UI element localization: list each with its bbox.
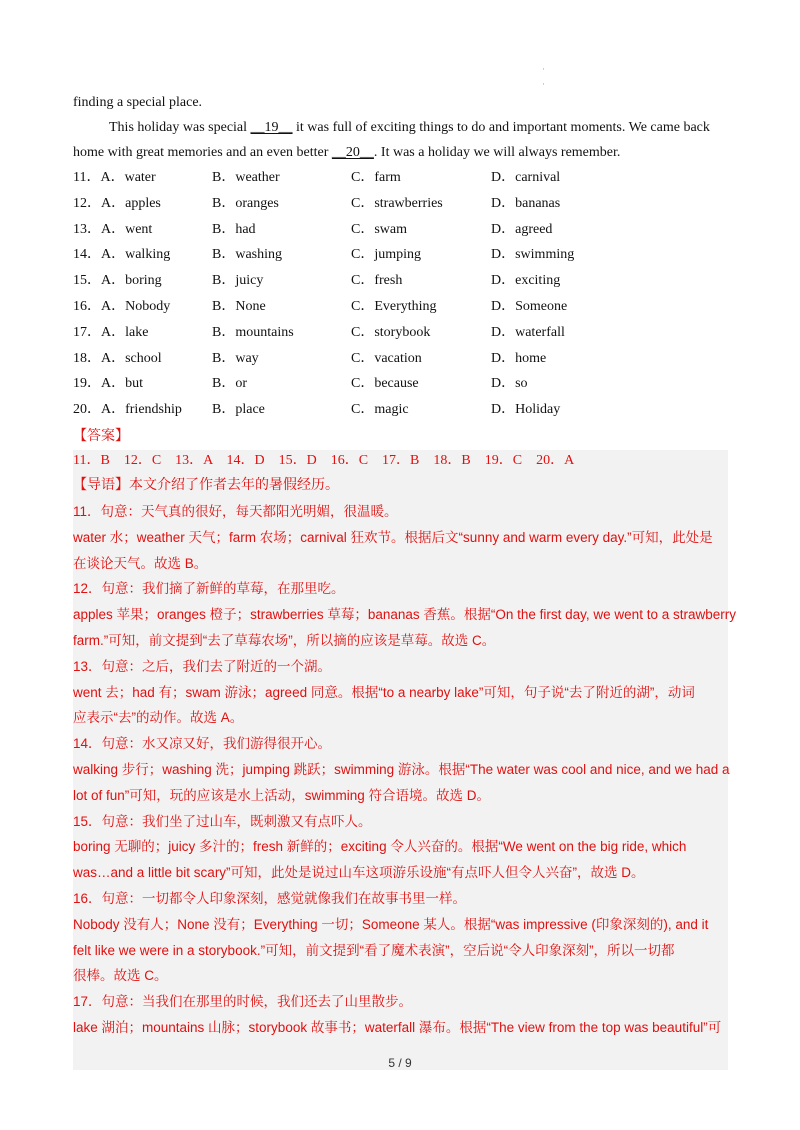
option-choice: 16．A．Nobody xyxy=(73,299,171,314)
option-choice: B．way xyxy=(212,350,259,366)
option-choice: D．Holiday xyxy=(491,402,561,418)
passage-line: This holiday was special __19__ it was full of exciting things to do and important moments. We came back xyxy=(109,120,710,135)
scan-marks: · · xyxy=(542,64,545,89)
explanation-line: 16．句意：一切都令人印象深刻，感觉就像我们在故事书里一样。 xyxy=(73,891,467,906)
option-choice: D．agreed xyxy=(491,221,553,237)
option-choice: D．exciting xyxy=(491,273,561,289)
explanation-line: boring 无聊的；juicy 多汁的；fresh 新鲜的；exciting 令人兴奋的。根据“We went on the big ride, which xyxy=(73,839,687,855)
option-choice: C．fresh xyxy=(351,273,403,289)
option-choice: D．waterfall xyxy=(491,324,565,340)
explanation-line: 11．句意：天气真的很好，每天都阳光明媚，很温暖。 xyxy=(73,504,398,519)
explanation-line: farm.”可知，前文提到“去了草莓农场”，所以摘的应该是草莓。故选 C。 xyxy=(73,633,496,648)
explanation-line: apples 苹果；oranges 橙子；strawberries 草莓；bananas 香蕉。根据“On the first day, we went to a strawberry xyxy=(73,607,736,623)
option-choice: C．magic xyxy=(351,402,409,418)
option-choice: B．juicy xyxy=(212,273,264,289)
option-choice: 14．A．walking xyxy=(73,247,171,263)
explanation-line: 14．句意：水又凉又好，我们游得很开心。 xyxy=(73,736,332,752)
option-choice: 19．A．but xyxy=(73,376,143,392)
option-row xyxy=(73,168,733,188)
option-choice: C．storybook xyxy=(351,324,431,340)
explanation-line: lake 湖泊；mountains 山脉；storybook 故事书；waterfall 瀑布。根据“The view from the top was beautiful”可 xyxy=(73,1020,722,1035)
option-row xyxy=(73,349,733,369)
option-row xyxy=(73,374,733,394)
passage-line: home with great memories and an even better __20__. It was a holiday we will always remember. xyxy=(73,145,621,160)
option-choice: 17．A．lake xyxy=(73,324,149,340)
option-choice: D．bananas xyxy=(491,195,561,211)
option-row xyxy=(73,323,733,343)
blank-20: __20__ xyxy=(331,145,374,160)
explanation-line: 17．句意：当我们在那里的时候，我们还去了山里散步。 xyxy=(73,994,413,1010)
option-choice: C．vacation xyxy=(351,350,422,366)
option-choice: B．or xyxy=(212,376,247,392)
option-choice: C．jumping xyxy=(351,247,422,263)
explanation-line: felt like we were in a storybook.”可知，前文提到“看了魔术表演”，空后说“令人印象深刻”，所以一切都 xyxy=(73,942,675,958)
option-choice: 15．A．boring xyxy=(73,273,162,289)
explanation-line: water 水；weather 天气；farm 农场；carnival 狂欢节。根据后文“sunny and warm every day.”可知，此处是 xyxy=(73,529,713,545)
option-choice: D．so xyxy=(491,376,528,392)
option-row xyxy=(73,220,733,240)
explanation-line: 应表示“去”的动作。故选 A。 xyxy=(73,710,244,726)
option-choice: C．strawberries xyxy=(351,195,443,211)
explanation-line: 15．句意：我们坐了过山车，既刺激又有点吓人。 xyxy=(73,813,372,829)
option-choice: 13．A．went xyxy=(73,221,153,237)
explanation-line: 很棒。故选 C。 xyxy=(73,968,168,984)
option-choice: D．swimming xyxy=(491,247,575,263)
option-row xyxy=(73,245,733,265)
option-choice: B．washing xyxy=(212,247,282,263)
option-row xyxy=(73,297,733,317)
option-choice: 11．A．water xyxy=(73,170,156,185)
explanation-line: 12．句意：我们摘了新鲜的草莓，在那里吃。 xyxy=(73,581,345,597)
option-choice: D．home xyxy=(491,350,547,366)
explanation-line: Nobody 没有人；None 没有；Everything 一切；Someone 某人。根据“was impressive (印象深刻的), and it xyxy=(73,916,709,932)
passage-line: finding a special place. xyxy=(73,95,203,110)
explanation-line: 13．句意：之后，我们去了附近的一个湖。 xyxy=(73,658,332,674)
explanation-line: went 去；had 有；swam 游泳；agreed 同意。根据“to a nearby lake”可知，句子说“去了附近的湖”，动词 xyxy=(73,684,695,700)
option-choice: D．carnival xyxy=(491,170,561,185)
option-choice: 12．A．apples xyxy=(73,195,161,211)
option-choice: C．Everything xyxy=(351,299,437,314)
option-row xyxy=(73,194,733,214)
option-choice: B．oranges xyxy=(212,195,279,211)
option-choice: B．mountains xyxy=(212,324,294,340)
blank-19: __19__ xyxy=(250,120,293,135)
option-choice: 20．A．friendship xyxy=(73,402,182,418)
option-choice: C．swam xyxy=(351,221,407,237)
option-choice: C．because xyxy=(351,376,419,392)
option-choice: B．None xyxy=(212,299,266,314)
page-number: 5 / 9 xyxy=(388,1056,412,1070)
answer-keys: 11．B 12．C 13．A 14．D 15．D 16．C 17．B 18．B 19．C 20．A xyxy=(73,453,575,468)
option-choice: B．had xyxy=(212,221,256,237)
option-row xyxy=(73,271,733,291)
explanation-line: lot of fun”可知，玩的应该是水上活动，swimming 符合语境。故选 D。 xyxy=(73,787,491,803)
option-choice: B．weather xyxy=(212,170,280,185)
option-choice: D．Someone xyxy=(491,299,568,314)
option-choice: B．place xyxy=(212,402,265,418)
option-row xyxy=(73,400,733,420)
answer-heading: 【答案】 xyxy=(73,429,129,444)
explanation-line: was…and a little bit scary”可知，此处是说过山车这项游乐设施“有点吓人但令人兴奋”，故选 D。 xyxy=(73,865,645,881)
explanation-line: 在谈论天气。故选 B。 xyxy=(73,555,208,571)
option-choice: 18．A．school xyxy=(73,350,162,366)
answer-intro: 【导语】本文介绍了作者去年的暑假经历。 xyxy=(73,478,339,493)
explanation-line: walking 步行；washing 洗；jumping 跳跃；swimming 游泳。根据“The water was cool and nice, and we had a xyxy=(73,762,730,777)
option-choice: C．farm xyxy=(351,170,401,185)
